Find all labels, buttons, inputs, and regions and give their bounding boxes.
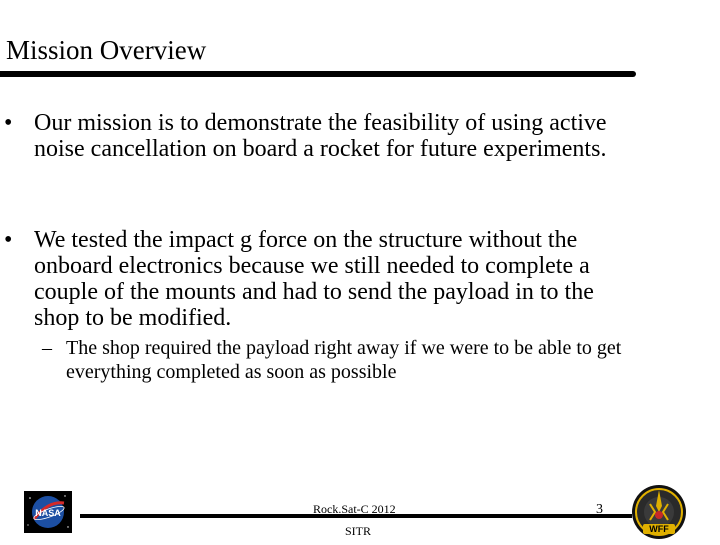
bullet-marker: • bbox=[4, 110, 13, 136]
subbullet-marker: – bbox=[42, 337, 52, 359]
wff-logo bbox=[630, 482, 688, 540]
footer-organization: SITR bbox=[345, 524, 372, 538]
bullet-text: We tested the impact g force on the structure without the onboard electronics because we still needed to complete a couple of the mounts and had to send the payload in to the shop to be modified. bbox=[34, 227, 594, 331]
nasa-logo bbox=[24, 491, 72, 533]
slide-title: Mission Overview bbox=[6, 35, 207, 65]
title-underline bbox=[0, 71, 636, 77]
page-number: 3 bbox=[596, 502, 603, 517]
bullet-mission bbox=[4, 110, 644, 162]
footer-event: Rock.Sat-C 2012 bbox=[313, 502, 396, 516]
bullet-text: Our mission is to demonstrate the feasibility of using active noise cancellation on board a rocket for future experiments. bbox=[34, 110, 607, 162]
svg-text:WFF: WFF bbox=[649, 524, 669, 534]
bullet-impact-test bbox=[4, 227, 644, 331]
svg-text:NASA: NASA bbox=[35, 508, 61, 518]
subbullet-shop bbox=[42, 336, 642, 384]
subbullet-text: The shop required the payload right away if we were to be able to get everything completed as soon as possible bbox=[66, 337, 622, 383]
bullet-marker: • bbox=[4, 227, 13, 253]
